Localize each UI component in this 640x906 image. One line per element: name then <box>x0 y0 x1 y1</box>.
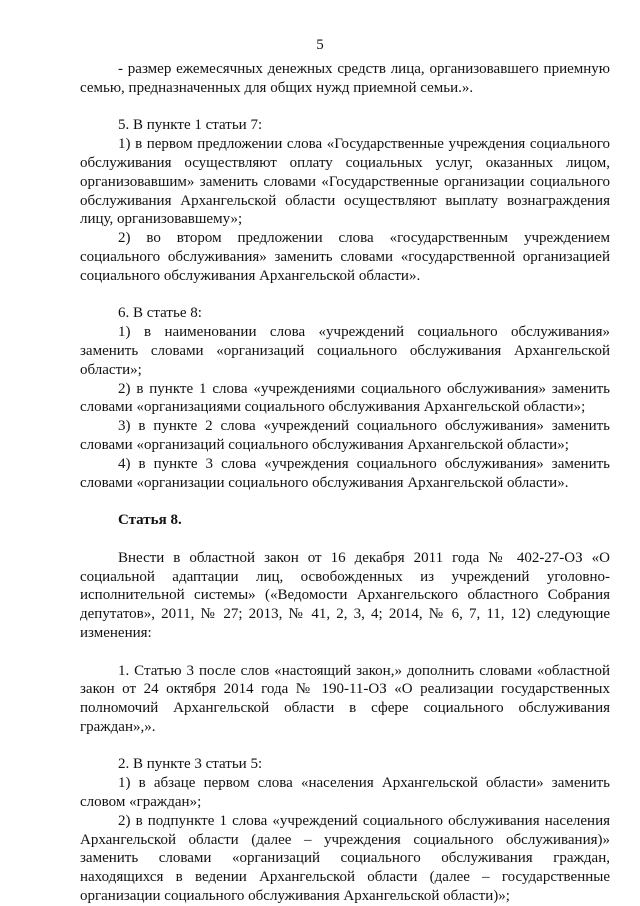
paragraph: 5. В пункте 1 статьи 7: <box>118 117 263 134</box>
paragraph: 6. В статье 8: <box>118 305 202 322</box>
paragraph: Внести в областной закон от 16 декабря 2011 года № 402-27-ОЗ «О социальной адаптации лиц, освобожденных из учреждений уголовно-исполнительной системы» («Ведомости Архангельского областного Собрания депутатов», 2011, № 27; 2013, № 41, 2, 3, 4; 2014, № 6, 7, 11, 12) следующие изменения: <box>80 549 610 641</box>
document-body <box>80 60 610 906</box>
page-number: 5 <box>316 37 324 53</box>
paragraph: 2. В пункте 3 статьи 5: <box>118 756 263 773</box>
paragraph-spacer <box>80 492 610 511</box>
article-heading: Статья 8. <box>118 512 182 529</box>
paragraph-spacer <box>80 530 610 549</box>
paragraph: 1) в первом предложении слова «Государственные учреждения социального обслуживания осуществляют оплату социальных услуг, оказанных лицом, организовавшим» заменить словами «Государственные организации социального обслуживания Архангельской области осуществляют выплату вознаграждения лицу, организовавшему»; <box>80 136 610 228</box>
paragraph-spacer <box>80 737 610 756</box>
paragraph-spacer <box>80 643 610 662</box>
paragraph: 2) в пункте 1 слова «учреждениями социального обслуживания» заменить словами «организациями социального обслуживания Архангельской области»; <box>80 380 610 416</box>
paragraph-spacer <box>80 98 610 117</box>
paragraph: 4) в пункте 3 слова «учреждения социального обслуживания» заменить словами «организации социального обслуживания Архангельской области». <box>80 455 610 491</box>
paragraph: 1. Статью 3 после слов «настоящий закон,» дополнить словами «областной закон от 24 октября 2014 года № 190-11-ОЗ «О реализации государственных полномочий Архангельской области в сфере социального обслуживания граждан»,». <box>80 662 610 735</box>
paragraph: 1) в наименовании слова «учреждений социального обслуживания» заменить словами «организаций социального обслуживания Архангельской области»; <box>80 324 610 378</box>
paragraph: 2) в подпункте 1 слова «учреждений социального обслуживания населения Архангельской области (далее – учреждения социального обслуживания)» заменить словами «организаций социального обслуживания граждан, находящихся в ведении Архангельской области (далее – государственные организации социального обслуживания Архангельской области)»; <box>80 812 610 905</box>
paragraph-spacer <box>80 286 610 305</box>
paragraph: - размер ежемесячных денежных средств лица, организовавшего приемную семью, предназначенных для общих нужд приемной семьи.». <box>80 61 610 96</box>
paragraph: 2) во втором предложении слова «государственным учреждением социального обслуживания» заменить словами «государственной организацией социального обслуживания Архангельской области». <box>80 230 610 284</box>
paragraph: 1) в абзаце первом слова «населения Архангельской области» заменить словом «граждан»; <box>80 775 610 811</box>
paragraph: 3) в пункте 2 слова «учреждений социального обслуживания» заменить словами «организаций социального обслуживания Архангельской области»; <box>80 418 610 453</box>
